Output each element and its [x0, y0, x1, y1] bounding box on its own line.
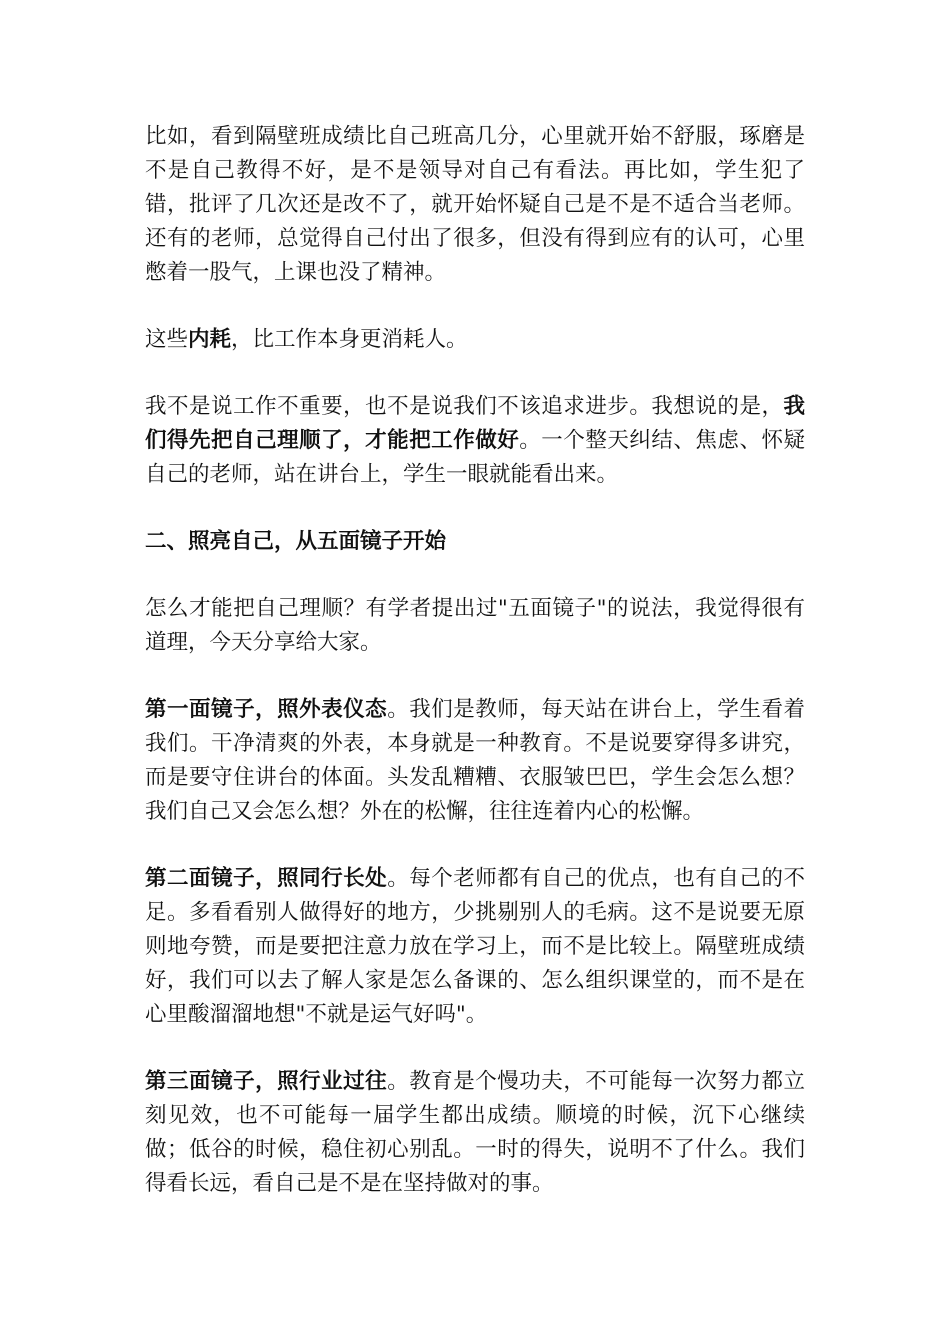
mirror-3-text: 。教育是个慢功夫，不可能每一次努力都立刻见效，也不可能每一届学生都出成绩。顺境的时候，沉下心继续做；低谷的时候，稳住初心别乱。一时的得失，说明不了什么。我们得看长远，看自己是不是在坚持做对的事。: [145, 1069, 805, 1196]
mirror-2-text: 。每个老师都有自己的优点，也有自己的不足。多看看别人做得好的地方，少挑剔别人的毛病。这不是说要无原则地夸赞，而是要把注意力放在学习上，而不是比较上。隔壁班成绩好，我们可以去了解人家是怎么备课的、怎么组织课堂的，而不是在心里酸溜溜地想"不就是运气好吗"。: [145, 866, 805, 1027]
paragraph-internal-friction-examples: 比如，看到隔壁班成绩比自己班高几分，心里就开始不舒服，琢磨是不是自己教得不好，是不是领导对自己有看法。再比如，学生犯了错，批评了几次还是改不了，就开始怀疑自己是不是不适合当老师。还有的老师，总觉得自己付出了很多，但没有得到应有的认可，心里憋着一股气，上课也没了精神。: [145, 124, 805, 285]
document-body: [145, 120, 805, 1234]
paragraph-mirror-2: [145, 862, 805, 1032]
paragraph-mirror-1: [145, 693, 805, 829]
p3-pre: 我不是说工作不重要，也不是说我们不该追求进步。我想说的是，: [145, 394, 784, 419]
paragraph-internal-friction: [145, 323, 805, 357]
paragraph-mirror-3: [145, 1065, 805, 1201]
mirror-1-text: 。我们是教师，每天站在讲台上，学生看着我们。干净清爽的外表，本身就是一种教育。不是说要穿得多讲究，而是要守住讲台的体面。头发乱糟糟、衣服皱巴巴，学生会怎么想？我们自己又会怎么想？外在的松懈，往往连着内心的松懈。: [145, 697, 805, 824]
mirror-1-title: 第一面镜子，照外表仪态: [145, 697, 388, 722]
p2-post: ，比工作本身更消耗人。: [231, 327, 468, 352]
paragraph-sort-yourself-out: [145, 390, 805, 492]
p2-pre: 这些: [145, 327, 189, 352]
paragraph-five-mirrors-intro: 怎么才能把自己理顺？有学者提出过"五面镜子"的说法，我觉得很有道理，今天分享给大家。: [145, 596, 805, 655]
p2-bold: 内耗: [188, 327, 232, 352]
mirror-2-title: 第二面镜子，照同行长处: [145, 866, 388, 891]
section-heading: 二、照亮自己，从五面镜子开始: [145, 529, 447, 554]
p3-bold: 我们得先把自己理顺了，才能把工作做好: [145, 394, 805, 453]
mirror-3-title: 第三面镜子，照行业过往: [145, 1069, 388, 1094]
p3-post: 。一个整天纠结、焦虑、怀疑自己的老师，站在讲台上，学生一眼就能看出来。: [145, 428, 805, 487]
